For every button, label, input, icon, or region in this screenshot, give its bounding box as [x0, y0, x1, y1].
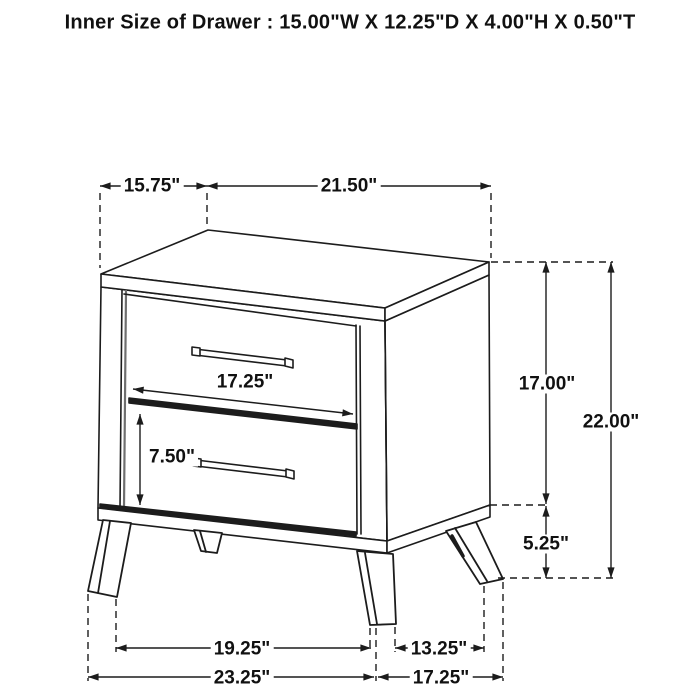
dim-top-depth: 15.75": [121, 177, 184, 196]
back-right-leg: [446, 522, 503, 584]
dim-feet-side-outer: 17.25": [410, 669, 473, 688]
dim-drawer-height: 7.50": [146, 448, 198, 467]
right-stile-edge-2: [360, 326, 361, 534]
handle-right-post: [285, 358, 293, 368]
dim-overall-height: 22.00": [580, 413, 643, 432]
dim-leg-height: 5.25": [520, 535, 572, 554]
dim-drawer-width: 17.25": [214, 373, 277, 392]
dim-feet-side-inner: 13.25": [408, 640, 471, 659]
back-left-leg: [194, 530, 222, 553]
handle-left-post: [192, 347, 200, 356]
nightstand: [88, 230, 503, 625]
dim-cabinet-height: 17.00": [516, 375, 579, 394]
dim-top-width: 21.50": [318, 177, 381, 196]
handle-right-post: [286, 469, 294, 479]
front-left-leg: [88, 520, 131, 597]
diagram-title: Inner Size of Drawer : 15.00"W X 12.25"D X 4.00"H X 0.50"T: [64, 11, 636, 34]
front-right-leg: [357, 551, 396, 625]
dim-feet-front-inner: 19.25": [211, 640, 274, 659]
dim-feet-front-outer: 23.25": [211, 669, 274, 688]
